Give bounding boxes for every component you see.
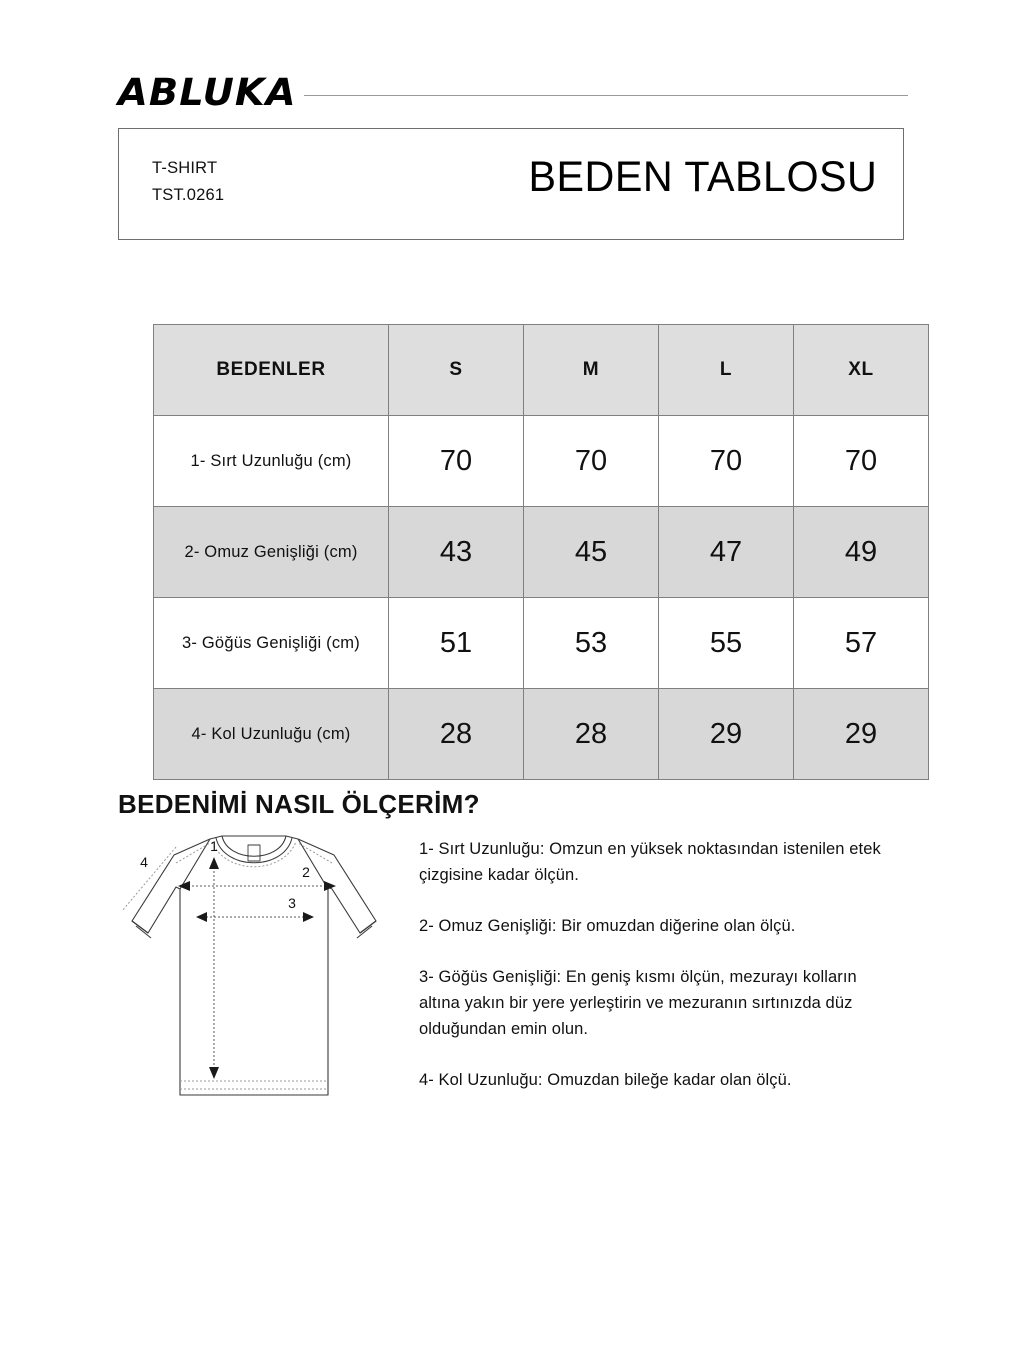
cell-value: 47 <box>659 507 794 598</box>
svg-text:2: 2 <box>302 864 310 880</box>
cell-value: 70 <box>794 416 929 507</box>
svg-text:3: 3 <box>288 895 296 911</box>
table-row <box>154 507 929 598</box>
cell-value: 45 <box>524 507 659 598</box>
measure-instruction-1: 1- Sırt Uzunluğu: Omzun en yüksek noktasından istenilen etek çizgisine kadar ölçün. <box>419 840 881 884</box>
cell-value: 55 <box>659 598 794 689</box>
cell-value: 70 <box>659 416 794 507</box>
table-row <box>154 598 929 689</box>
product-identity <box>152 155 224 209</box>
title-box <box>118 128 904 240</box>
row-label: 2- Omuz Genişliği (cm) <box>154 507 389 598</box>
size-chart-table <box>153 324 929 780</box>
cell-value: 51 <box>389 598 524 689</box>
table-row <box>154 689 929 780</box>
cell-value: 57 <box>794 598 929 689</box>
svg-text:4: 4 <box>140 854 148 870</box>
cell-value: 43 <box>389 507 524 598</box>
cell-value: 28 <box>524 689 659 780</box>
product-code: TST.0261 <box>152 186 225 204</box>
header-divider-rule <box>304 95 908 96</box>
cell-value: 29 <box>659 689 794 780</box>
row-label: 1- Sırt Uzunluğu (cm) <box>154 416 389 507</box>
row-label: 3- Göğüs Genişliği (cm) <box>154 598 389 689</box>
cell-value: 28 <box>389 689 524 780</box>
measure-line-1 <box>209 838 219 1079</box>
page-title: BEDEN TABLOSU <box>528 153 877 201</box>
cell-value: 70 <box>389 416 524 507</box>
column-header-xl: XL <box>794 325 929 416</box>
how-to-measure-heading: BEDENİMİ NASIL ÖLÇERİM? <box>118 789 480 819</box>
tshirt-diagram <box>118 833 390 1105</box>
column-header-m: M <box>524 325 659 416</box>
measure-line-2 <box>178 864 336 891</box>
column-header-measurements: BEDENLER <box>154 325 389 416</box>
how-to-measure-text <box>419 836 889 1093</box>
cell-value: 29 <box>794 689 929 780</box>
abluka-logo: ABLUKA <box>118 70 297 114</box>
measure-instruction-3: 3- Göğüs Genişliği: En geniş kısmı ölçün, mezurayı kolların altına yakın bir yere yerleştirin ve mezuranın sırtınızda düz olduğundan emin olun. <box>419 968 857 1038</box>
measure-instruction-2: 2- Omuz Genişliği: Bir omuzdan diğerine olan ölçü. <box>419 917 796 935</box>
cell-value: 49 <box>794 507 929 598</box>
svg-text:1: 1 <box>210 838 218 854</box>
column-header-l: L <box>659 325 794 416</box>
row-label: 4- Kol Uzunluğu (cm) <box>154 689 389 780</box>
cell-value: 53 <box>524 598 659 689</box>
brand-header <box>118 72 908 112</box>
table-header-row <box>154 325 929 416</box>
measure-line-4 <box>122 847 176 911</box>
cell-value: 70 <box>524 416 659 507</box>
measure-instruction-4: 4- Kol Uzunluğu: Omuzdan bileğe kadar olan ölçü. <box>419 1071 792 1089</box>
table-row <box>154 416 929 507</box>
product-type: T-SHIRT <box>152 159 218 177</box>
column-header-s: S <box>389 325 524 416</box>
